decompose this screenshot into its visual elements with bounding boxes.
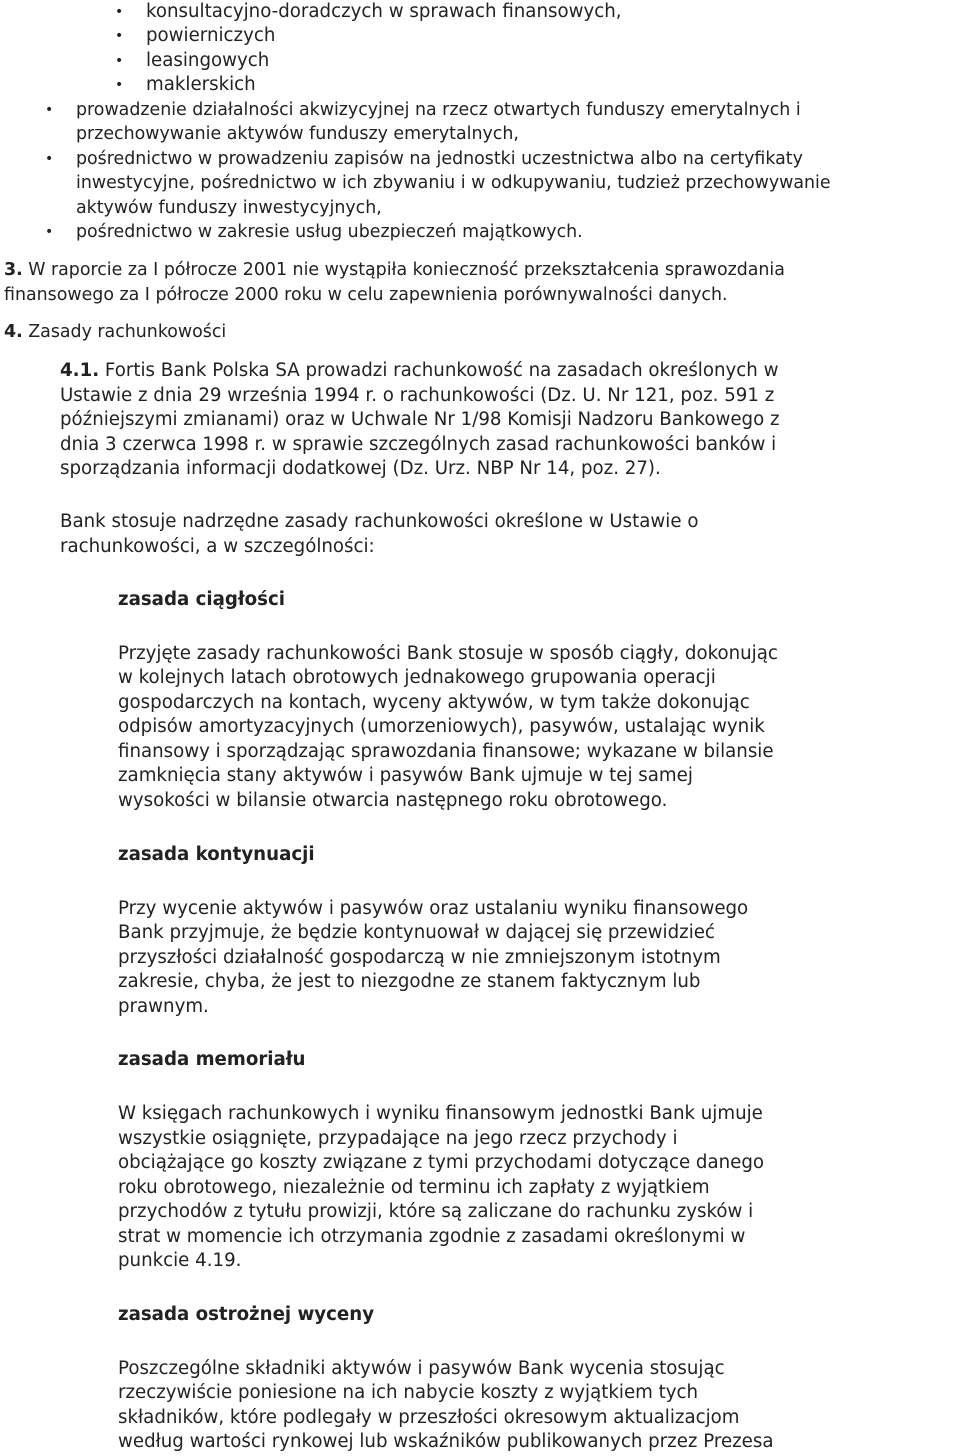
- list-item: konsultacyjno-doradczych w sprawach finansowych,: [146, 1, 622, 22]
- list-item-line: pośrednictwo w prowadzeniu zapisów na jednostki uczestnictwa albo na certyfikaty: [76, 149, 803, 169]
- principle-line: zamknięcia stany aktywów i pasywów Bank ujmuje w tej samej: [118, 765, 693, 786]
- principle-line: przyszłości działalność gospodarczą w nie zmniejszonym istotnym: [118, 947, 721, 968]
- section-4-heading: 4. Zasady rachunkowości: [4, 322, 227, 342]
- principle-line: Przyjęte zasady rachunkowości Bank stosuje w sposób ciągły, dokonując: [118, 643, 778, 664]
- list-item: maklerskich: [146, 74, 256, 95]
- bullet-icon: •: [115, 53, 124, 69]
- section-3-number: 3.: [4, 260, 23, 280]
- principle-line: obciążające go koszty związane z tymi przychodami dotyczące danego: [118, 1152, 765, 1173]
- principle-line: wszystkie osiągnięte, przypadające na jego rzecz przychody i: [118, 1128, 678, 1149]
- list-item: leasingowych: [146, 50, 270, 71]
- section-4-1-line: dnia 3 czerwca 1998 r. w sprawie szczególnych zasad rachunkowości banków i: [60, 434, 777, 455]
- principle-line: prawnym.: [118, 996, 209, 1017]
- bullet-icon: •: [45, 224, 54, 240]
- principle-line: rzeczywiście poniesione na ich nabycie koszty z wyjątkiem tych: [118, 1382, 699, 1403]
- section-4-1-number: 4.1.: [60, 360, 100, 381]
- principle-line: gospodarczych na kontach, wyceny aktywów, w tym także dokonując: [118, 692, 750, 713]
- principle-line: składników, które podlegały w przeszłości okresowym aktualizacjom: [118, 1407, 740, 1428]
- bullet-icon: •: [45, 102, 54, 118]
- principle-line: punkcie 4.19.: [118, 1250, 242, 1271]
- principle-line: Przy wycenie aktywów i pasywów oraz ustalaniu wyniku finansowego: [118, 898, 749, 919]
- principle-line: W księgach rachunkowych i wyniku finansowym jednostki Bank ujmuje: [118, 1103, 763, 1124]
- principle-line: finansowy i sporządzając sprawozdania finansowe; wykazane w bilansie: [118, 741, 774, 762]
- list-item-line: prowadzenie działalności akwizycyjnej na rzecz otwartych funduszy emerytalnych i: [76, 100, 801, 120]
- principle-line: przychodów z tytułu prowizji, które są zaliczane do rachunku zysków i: [118, 1201, 754, 1222]
- principle-heading: zasada ostrożnej wyceny: [118, 1304, 375, 1325]
- intro-line: rachunkowości, a w szczególności:: [60, 536, 375, 557]
- list-item-line: inwestycyjne, pośrednictwo w ich zbywaniu i w odkupywaniu, tudzież przechowywanie: [76, 173, 831, 193]
- principle-line: odpisów amortyzacyjnych (umorzeniowych), pasywów, ustalając wynik: [118, 716, 765, 737]
- principle-line: Bank przyjmuje, że będzie kontynuował w dającej się przewidzieć: [118, 922, 715, 943]
- principle-line: w kolejnych latach obrotowych jednakowego grupowania operacji: [118, 667, 716, 688]
- section-4-1-line: Ustawie z dnia 29 września 1994 r. o rachunkowości (Dz. U. Nr 121, poz. 591 z: [60, 385, 775, 406]
- principle-line: wysokości w bilansie otwarcia następnego roku obrotowego.: [118, 790, 668, 811]
- principle-line: strat w momencie ich otrzymania zgodnie z zasadami określonymi w: [118, 1226, 746, 1247]
- section-4-1-line: późniejszymi zmianami) oraz w Uchwale Nr 1/98 Komisji Nadzoru Bankowego z: [60, 409, 780, 430]
- bullet-icon: •: [115, 77, 124, 93]
- intro-line: Bank stosuje nadrzędne zasady rachunkowości określone w Ustawie o: [60, 511, 699, 532]
- bullet-icon: •: [115, 4, 124, 20]
- section-4-number: 4.: [4, 322, 23, 342]
- list-item-line: pośrednictwo w zakresie usług ubezpieczeń majątkowych.: [76, 222, 583, 242]
- principle-line: według wartości rynkowej lub wskaźników publikowanych przez Prezesa: [118, 1431, 774, 1452]
- section-3-line-2: finansowego za I półrocze 2000 roku w celu zapewnienia porównywalności danych.: [4, 285, 728, 305]
- principle-line: zakresie, chyba, że jest to niezgodne ze stanem faktycznym lub: [118, 971, 701, 992]
- section-4-1-line: 4.1. Fortis Bank Polska SA prowadzi rachunkowość na zasadach określonych w: [60, 360, 779, 381]
- bullet-icon: •: [45, 151, 54, 167]
- principle-line: Poszczególne składniki aktywów i pasywów Bank wycenia stosując: [118, 1358, 725, 1379]
- bullet-icon: •: [115, 28, 124, 44]
- principle-heading: zasada memoriału: [118, 1049, 306, 1070]
- list-item-line: przechowywanie aktywów funduszy emerytalnych,: [76, 124, 519, 144]
- principle-line: roku obrotowego, niezależnie od terminu ich zapłaty z wyjątkiem: [118, 1177, 710, 1198]
- principle-heading: zasada ciągłości: [118, 589, 285, 610]
- section-3-line-1: 3. W raporcie za I półrocze 2001 nie wystąpiła konieczność przekształcenia sprawozdania: [4, 260, 785, 280]
- principle-heading: zasada kontynuacji: [118, 844, 315, 865]
- list-item-line: aktywów funduszy inwestycyjnych,: [76, 198, 382, 218]
- list-item: powierniczych: [146, 25, 276, 46]
- section-4-1-line: sporządzania informacji dodatkowej (Dz. Urz. NBP Nr 14, poz. 27).: [60, 458, 661, 479]
